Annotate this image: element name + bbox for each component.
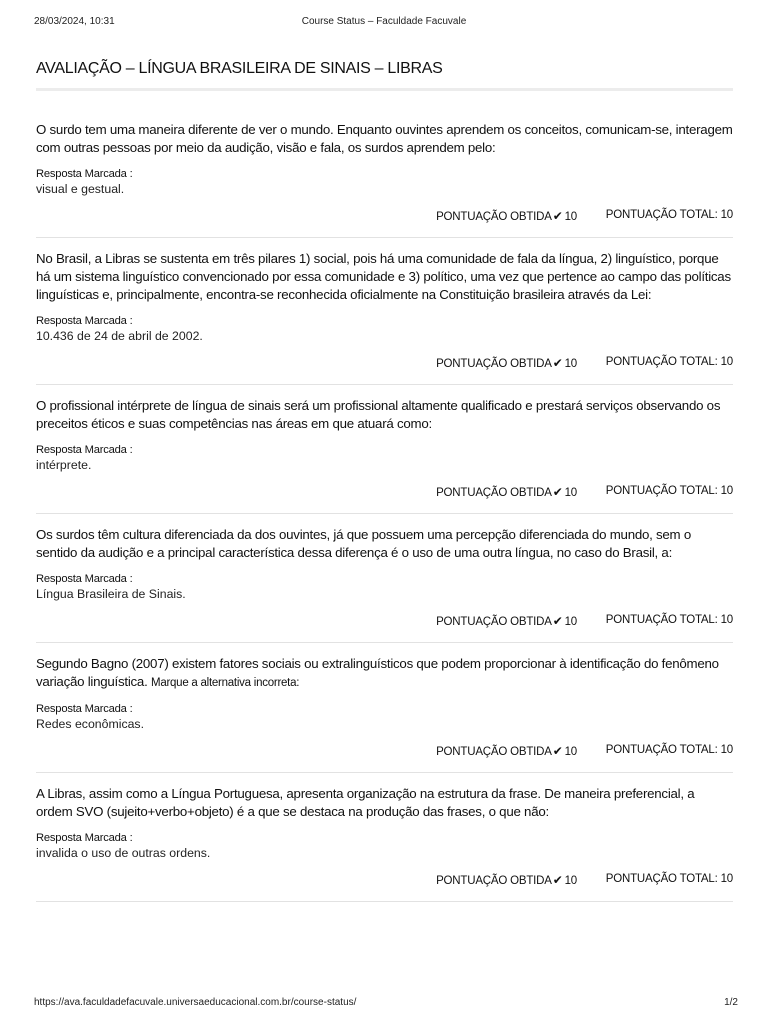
score-total bbox=[606, 356, 733, 368]
question-item bbox=[36, 250, 733, 385]
score-total-label: PONTUAÇÃO TOTAL: bbox=[605, 614, 718, 626]
answer-value: invalida o uso de outras ordens. bbox=[36, 846, 211, 860]
score-obtained bbox=[436, 485, 577, 499]
question-item bbox=[36, 655, 733, 773]
print-url: https://ava.faculdadefacuvale.universaeducacional.com.br/course-status/ bbox=[34, 997, 357, 1008]
score-row bbox=[36, 614, 733, 630]
score-total-value: 10 bbox=[720, 209, 733, 221]
question-statement: O profissional intérprete de língua de sinais será um profissional altamente qualificado e prestará serviços observando os preceitos éticos e suas competências nas áreas em que atuará como: bbox=[36, 398, 721, 431]
score-obtained-value: 10 bbox=[564, 746, 577, 758]
question-text bbox=[36, 655, 733, 692]
answer-label: Resposta Marcada : bbox=[36, 168, 133, 180]
score-total bbox=[606, 614, 733, 626]
question-item bbox=[36, 121, 733, 238]
score-total-value: 10 bbox=[720, 873, 733, 885]
check-icon: ✔ bbox=[552, 744, 563, 758]
print-footer bbox=[34, 997, 738, 1011]
score-obtained-value: 10 bbox=[564, 487, 577, 499]
score-obtained-value: 10 bbox=[564, 875, 577, 887]
question-text bbox=[36, 526, 733, 562]
score-total-value: 10 bbox=[720, 356, 733, 368]
question-text bbox=[36, 785, 733, 821]
answer-value: visual e gestual. bbox=[36, 182, 125, 196]
score-total bbox=[606, 873, 733, 885]
score-row bbox=[36, 873, 733, 889]
question-text bbox=[36, 250, 733, 304]
question-instruction: Marque a alternativa incorreta: bbox=[150, 677, 300, 689]
answer-value: intérprete. bbox=[36, 458, 92, 472]
question-text bbox=[36, 397, 733, 433]
question-statement: No Brasil, a Libras se sustenta em três pilares 1) social, pois há uma comunidade de fala da língua, 2) linguístico, porque há um sistema linguístico convencionado por essa comunidade e 3) político, uma vez que pertence ao campo das políticas linguísticas e, principalmente, encontra-se reconhecida oficialmente na Constituição brasileira através da Lei: bbox=[36, 251, 731, 302]
answer-label: Resposta Marcada : bbox=[36, 315, 133, 327]
print-date: 28/03/2024, 10:31 bbox=[34, 16, 115, 27]
check-icon: ✔ bbox=[552, 485, 563, 499]
score-total bbox=[606, 209, 733, 221]
answer-label: Resposta Marcada : bbox=[36, 444, 133, 456]
question-statement: Segundo Bagno (2007) existem fatores sociais ou extralinguísticos que podem proporcionar à identificação do fenômeno variação linguística. bbox=[36, 656, 719, 689]
answer-value: 10.436 de 24 de abril de 2002. bbox=[36, 329, 203, 343]
answer-label: Resposta Marcada : bbox=[36, 703, 133, 715]
score-total bbox=[606, 744, 733, 756]
score-obtained-label: PONTUAÇÃO OBTIDA bbox=[436, 875, 552, 887]
question-list bbox=[36, 121, 733, 902]
course-status-content bbox=[36, 60, 733, 914]
question-statement: O surdo tem uma maneira diferente de ver o mundo. Enquanto ouvintes aprendem os conceitos, comunicam-se, interagem com outras pessoas por meio da audição, visão e fala, os surdos aprendem pelo: bbox=[36, 122, 733, 155]
question-item bbox=[36, 526, 733, 643]
check-icon: ✔ bbox=[552, 873, 563, 887]
score-obtained bbox=[436, 873, 577, 887]
score-total-value: 10 bbox=[720, 744, 733, 756]
print-title: Course Status – Faculdade Facuvale bbox=[301, 16, 467, 27]
page-title: AVALIAÇÃO – LÍNGUA BRASILEIRA DE SINAIS – LIBRAS bbox=[36, 60, 733, 91]
question-statement: Os surdos têm cultura diferenciada da dos ouvintes, já que possuem uma percepção diferenciada do mundo, sem o sentido da audição e a principal característica dessa diferença é o uso de uma outra língua, no caso do Brasil, a: bbox=[36, 527, 691, 560]
score-obtained-label: PONTUAÇÃO OBTIDA bbox=[436, 211, 552, 223]
print-header bbox=[34, 16, 734, 30]
score-obtained-label: PONTUAÇÃO OBTIDA bbox=[436, 358, 552, 370]
score-total bbox=[606, 485, 733, 497]
score-obtained-value: 10 bbox=[564, 616, 577, 628]
score-obtained-label: PONTUAÇÃO OBTIDA bbox=[436, 616, 552, 628]
score-total-label: PONTUAÇÃO TOTAL: bbox=[605, 873, 718, 885]
score-total-value: 10 bbox=[720, 485, 733, 497]
score-row bbox=[36, 356, 733, 372]
score-total-label: PONTUAÇÃO TOTAL: bbox=[605, 356, 718, 368]
score-total-label: PONTUAÇÃO TOTAL: bbox=[605, 744, 718, 756]
answer-label: Resposta Marcada : bbox=[36, 832, 133, 844]
score-row bbox=[36, 744, 733, 760]
score-obtained bbox=[436, 614, 577, 628]
score-total-label: PONTUAÇÃO TOTAL: bbox=[605, 209, 718, 221]
question-text bbox=[36, 121, 733, 157]
question-item bbox=[36, 785, 733, 902]
score-row bbox=[36, 209, 733, 225]
score-obtained-label: PONTUAÇÃO OBTIDA bbox=[436, 487, 552, 499]
check-icon: ✔ bbox=[552, 356, 563, 370]
score-obtained-label: PONTUAÇÃO OBTIDA bbox=[436, 746, 552, 758]
score-obtained bbox=[436, 209, 577, 223]
score-total-value: 10 bbox=[720, 614, 733, 626]
answer-value: Redes econômicas. bbox=[36, 717, 144, 731]
answer-label: Resposta Marcada : bbox=[36, 573, 133, 585]
page-number: 1/2 bbox=[724, 997, 738, 1008]
score-obtained-value: 10 bbox=[564, 211, 577, 223]
score-obtained bbox=[436, 356, 577, 370]
question-item bbox=[36, 397, 733, 514]
question-statement: A Libras, assim como a Língua Portuguesa, apresenta organização na estrutura da frase. De maneira preferencial, a ordem SVO (sujeito+verbo+objeto) é a que se destaca na produção das frases, o que não: bbox=[36, 786, 695, 819]
score-obtained bbox=[436, 744, 577, 758]
check-icon: ✔ bbox=[552, 614, 563, 628]
score-total-label: PONTUAÇÃO TOTAL: bbox=[605, 485, 718, 497]
answer-value: Língua Brasileira de Sinais. bbox=[36, 587, 186, 601]
score-row bbox=[36, 485, 733, 501]
score-obtained-value: 10 bbox=[564, 358, 577, 370]
check-icon: ✔ bbox=[552, 209, 563, 223]
